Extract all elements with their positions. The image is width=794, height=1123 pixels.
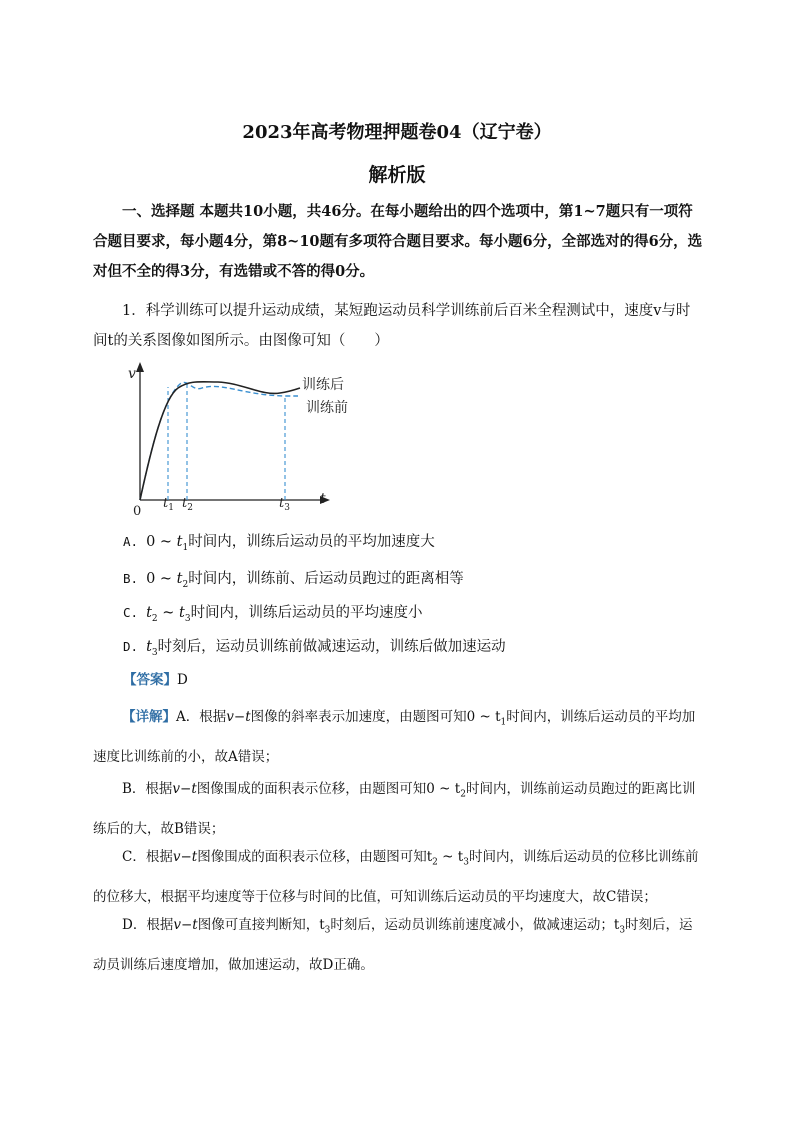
detail-a: 【详解】A．根据v−t图像的斜率表示加速度，由题图可知0 ~ $t_1$时间内，训练后运动员的平均加速度比训练前的小，故A错误； — [93, 709, 696, 765]
t-axis-label — [320, 491, 326, 507]
before-training-curve — [140, 382, 298, 500]
v-axis-arrow — [136, 362, 144, 372]
t2-label: $t_2$ — [182, 496, 193, 513]
vt-graph — [122, 360, 362, 515]
after-training-label: 训练后 — [302, 377, 344, 393]
page-subtitle: 解析版 — [368, 164, 426, 186]
option-a[interactable]: A. 0 ~ $t_1$时间内，训练后运动员的平均加速度大 — [123, 534, 435, 553]
after-training-curve — [140, 382, 300, 500]
before-training-label: 训练前 — [306, 400, 348, 416]
v-axis-label: v — [128, 366, 136, 382]
answer-value: D — [177, 672, 188, 688]
answer-tag: 【答案】 — [123, 672, 177, 688]
t-axis-letter: t — [320, 491, 326, 507]
detail-b: B．根据v−t图像围成的面积表示位移，由题图可知0 ~ $t_2$时间内，训练前运动员跑过的距离比训练后的大，故B错误； — [93, 781, 696, 837]
question-1-stem: 1．科学训练可以提升运动成绩，某短跑运动员科学训练前后百米全程测试中，速度v与时间t的关系图像如图所示。由图像可知（ ） — [93, 303, 691, 349]
answer-line — [123, 668, 188, 688]
option-a-label: A. — [123, 534, 139, 549]
section-instructions: 一、选择题 本题共10小题，共46分。在每小题给出的四个选项中，第1~7题只有一项符合题目要求，每小题4分，第8~10题有多项符合题目要求。每小题6分，全部选对的得6分，选对但不全的得3分，有选错或不答的得0分。 — [93, 203, 703, 280]
origin-label: 0 — [133, 504, 142, 515]
option-d[interactable]: D. $t_3$时刻后，运动员训练前做减速运动，训练后做加速运动 — [123, 639, 506, 658]
detail-c: C．根据v−t图像围成的面积表示位移，由题图可知$t_2$ ~ $t_3$时间内，训练后运动员的位移比训练前的位移大，根据平均速度等于位移与时间的比值，可知训练后运动员的平均速度大，故C错误； — [93, 849, 699, 905]
option-d-label: D. — [123, 639, 139, 654]
option-b-label: B. — [123, 571, 139, 586]
detail-tag: 【详解】 — [122, 709, 176, 725]
option-c[interactable]: C. $t_2$ ~ $t_3$时间内，训练后运动员的平均速度小 — [123, 605, 423, 624]
t3-label: $t_3$ — [279, 496, 290, 513]
t1-label: $t_1$ — [163, 496, 174, 513]
detail-d: D．根据v−t图像可直接判断知，$t_3$时刻后，运动员训练前速度减小，做减速运动；$t_3$时刻后，运动员训练后速度增加，做加速运动，故D正确。 — [93, 917, 693, 973]
option-c-label: C. — [123, 605, 139, 620]
option-b[interactable]: B. 0 ~ $t_2$时间内，训练前、后运动员跑过的距离相等 — [123, 571, 464, 590]
page-title: 2023年高考物理押题卷04（辽宁卷） — [242, 122, 552, 143]
